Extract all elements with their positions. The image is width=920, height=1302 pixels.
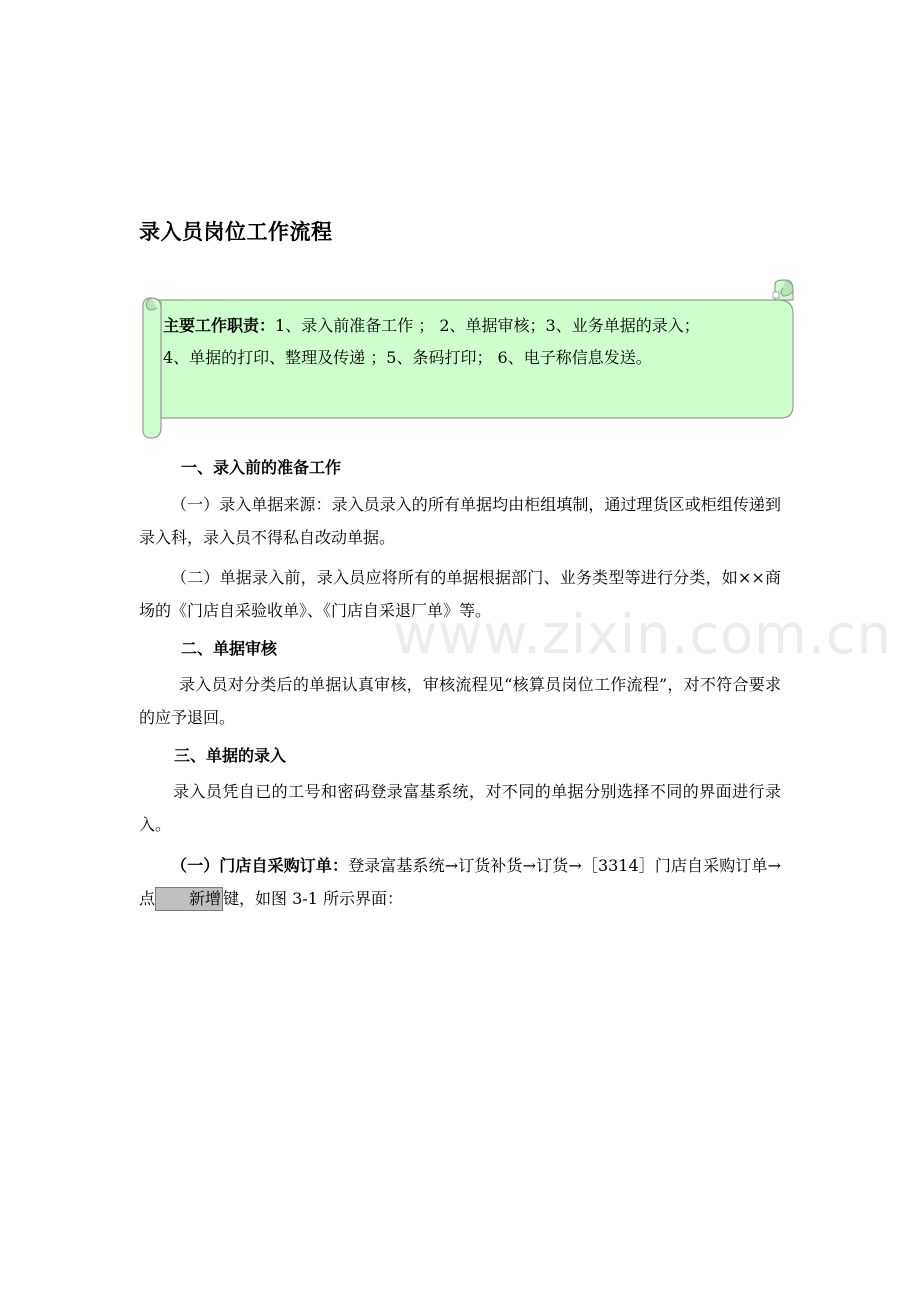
banner-line-1-rest: 1、录入前准备工作 ； 2、单据审核；3、业务单据的录入； <box>275 316 700 335</box>
banner-text <box>163 310 783 374</box>
subsection-tail: 键，如图 3-1 所示界面： <box>223 889 403 908</box>
subsection-lead: （一）门店自采购订单： <box>171 856 349 875</box>
watermark: www.zixin.com.cn <box>393 603 892 666</box>
section-heading-review: 二、单据审核 <box>181 639 278 658</box>
banner-line-2: 4、单据的打印、整理及传递 ；5、条码打印； 6、电子称信息发送。 <box>163 348 652 367</box>
section1-paragraph-1: （一）录入单据来源：录入员录入的所有单据均由柜组填制，通过理货区或柜组传递到录入科，录入员不得私自改动单据。 <box>139 495 781 547</box>
section-heading-prep: 一、录入前的准备工作 <box>181 458 342 477</box>
section2-paragraph: 录入员对分类后的单据认真审核，审核流程见“核算员岗位工作流程”，对不符合要求的应予退回。 <box>139 675 781 727</box>
banner-line-1 <box>163 310 783 342</box>
subsection-path: 登录富基系统→订货补货→订货→［3314］门店自采购订单→点 <box>139 856 781 908</box>
section3-subsection <box>139 849 781 915</box>
responsibilities-banner <box>139 278 797 440</box>
section1-paragraph-2: （二）单据录入前，录入员应将所有的单据根据部门、业务类型等进行分类，如××商场的《门店自采验收单》、《门店自采退厂单》等。 <box>139 568 781 620</box>
section-heading-entry: 三、单据的录入 <box>174 746 287 765</box>
banner-lead: 主要工作职责： <box>163 316 276 335</box>
section3-paragraph: 录入员凭自已的工号和密码登录富基系统，对不同的单据分别选择不同的界面进行录入。 <box>139 782 781 834</box>
new-button-reference: 新增 <box>155 887 223 911</box>
page-title: 录入员岗位工作流程 <box>139 220 333 244</box>
